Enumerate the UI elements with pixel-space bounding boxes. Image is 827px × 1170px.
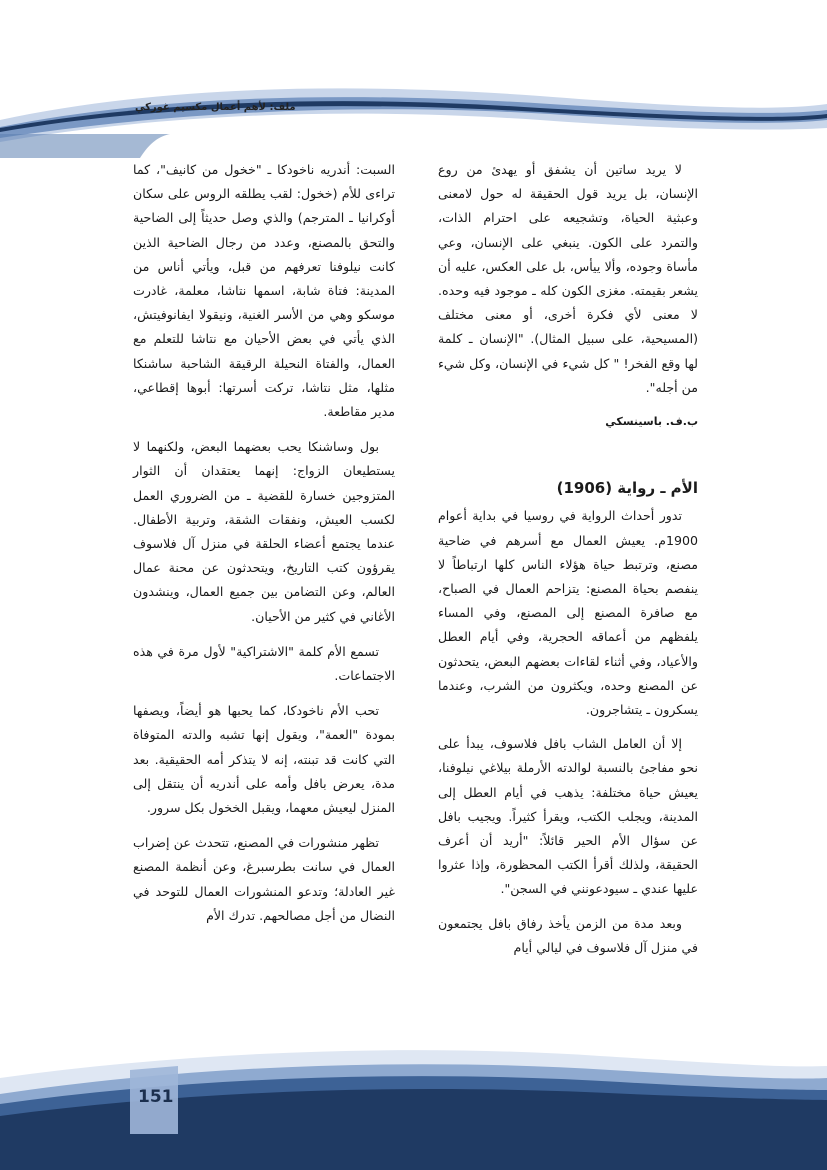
body-paragraph: تظهر منشورات في المصنع، تتحدث عن إضراب العمال في سانت بطرسبرغ، وعن أنظمة المصنع غير العادلة؛ وتدعو المنشورات العمال للتوحد في النضال من أجل مصالحهم. تدرك الأم	[133, 835, 395, 923]
body-paragraph: تحب الأم ناخودكا، كما يحبها هو أيضاً، ويصفها بمودة "العمة"، ويقول إنها تشبه والدته المتوفاة التي كانت قد تبنته، إنه لا يتذكر أمه الحقيقية. بعد مدة، يعرض بافل وأمه على أندريه أن ينتقل إلى المنزل ليعيش معهما، ويقبل الخخول بكل سرور.	[133, 703, 395, 816]
intro-paragraph: لا يريد ساتين أن يشفق أو يهدئ من روع الإنسان، بل يريد قول الحقيقة له حول لامعنى وعبثية الحياة، وتشجيعه على احترام الذات، والتمرد على الكون. ينبغي على الإنسان، وعي مأساة وجوده، وألا ييأس، بل على العكس، عليه أن يشعر بقيمته. مغزى الكون كله ـ موجود فيه وحده. لا معنى لأي فكرة أخرى، أو معنى مختلف (المسيحية، على سبيل المثال). "الإنسان ـ كلمة لها وقع الفخر! " كل شيء في الإنسان، وكل شيء من أجله".	[438, 162, 698, 395]
running-header: ملف: لأهم أعمال مكسيم غوركي	[135, 102, 296, 113]
body-paragraph: السبت: أندريه ناخودكا ـ "خخول من كانيف"، كما تراءى للأم (خخول: لقب يطلقه الروس على سكان أوكرانيا ـ المترجم) والذي وصل حديثاً إلى الضاحية والتحق بالمصنع، وعدد من رجال الضاحية الذين كانت نيلوفنا تعرفهم من قبل، ويأتي أناس من المدينة: فتاة شابة، اسمها نتاشا، معلمة، غادرت موسكو وهي من الأسر الغنية، ونيقولا ايفانوفيتش، الذي يأتي في بعض الأحيان مع نتاشا للتعلم مع العمال، والفتاة النحيلة الرقيقة الشاحبة ساشنكا مثلها، مثل نتاشا، تركت أسرتها: أبوها إقطاعي، مدير مقاطعة.	[133, 162, 395, 420]
page-number: 151	[138, 1087, 174, 1107]
left-column	[133, 158, 395, 939]
author-signature: ب.ف. باسينسكي	[605, 415, 698, 429]
section-title: الأم ـ رواية (1906)	[556, 479, 698, 498]
body-paragraph: تسمع الأم كلمة "الاشتراكية" لأول مرة في هذه الاجتماعات.	[133, 643, 395, 684]
body-paragraph: وبعد مدة من الزمن يأخذ رفاق بافل يجتمعون في منزل آل فلاسوف في ليالي أيام	[438, 915, 698, 955]
body-paragraph: إلا أن العامل الشاب بافل فلاسوف، يبدأ على نحو مفاجئ بالنسبة لوالدته الأرملة بيلاغي نيلوفنا، يعيش حياة مختلفة: يذهب في أيام العطل إلى المدينة، ويجلب الكتب، ويقرأ كثيراً. ويجيب بافل عن سؤال الأم الحير قائلاً: "أريد أن أعرف الحقيقة، ولذلك أقرأ الكتب المحظورة، وإذا عثروا عليها عندي ـ سيودعونني في السجن".	[438, 736, 698, 897]
bottom-wave-banner	[0, 1038, 827, 1170]
top-wave-banner	[0, 72, 827, 158]
right-column	[438, 158, 698, 970]
body-paragraph: بول وساشنكا يحب بعضهما البعض، ولكنهما لا يستطيعان الزواج: إنهما يعتقدان أن الثوار المتزوجين خسارة للقضية ـ من الضروري العمل لكسب العيش، ونفقات الشقة، وتربية الأطفال. عندما يجتمع أعضاء الحلقة في منزل آل فلاسوف يقرؤون كتب التاريخ، ويتحدثون عن محنة عمال العالم، وعن التضامن بين جميع العمال، وينشدون الأغاني في كثير من الأحيان.	[133, 439, 395, 624]
body-paragraph: تدور أحداث الرواية في روسيا في بداية أعوام 1900م. يعيش العمال مع أسرهم في ضاحية مصنع، وترتبط حياة هؤلاء الناس كلها ارتباطاً لا ينفصم بحياة المصنع: يتزاحم العمال في الصباح، مع صافرة المصنع إلى المصنع، وفي المساء يلفظهم من أعماقه الحجرية، وفي أيام العطل والأعياد، وفي أثناء لقاءات بعضهم البعض، يتحدثون عن المصنع وحده، ويكثرون من الشرب، وعندما يسكرون ـ يتشاجرون.	[438, 508, 698, 718]
